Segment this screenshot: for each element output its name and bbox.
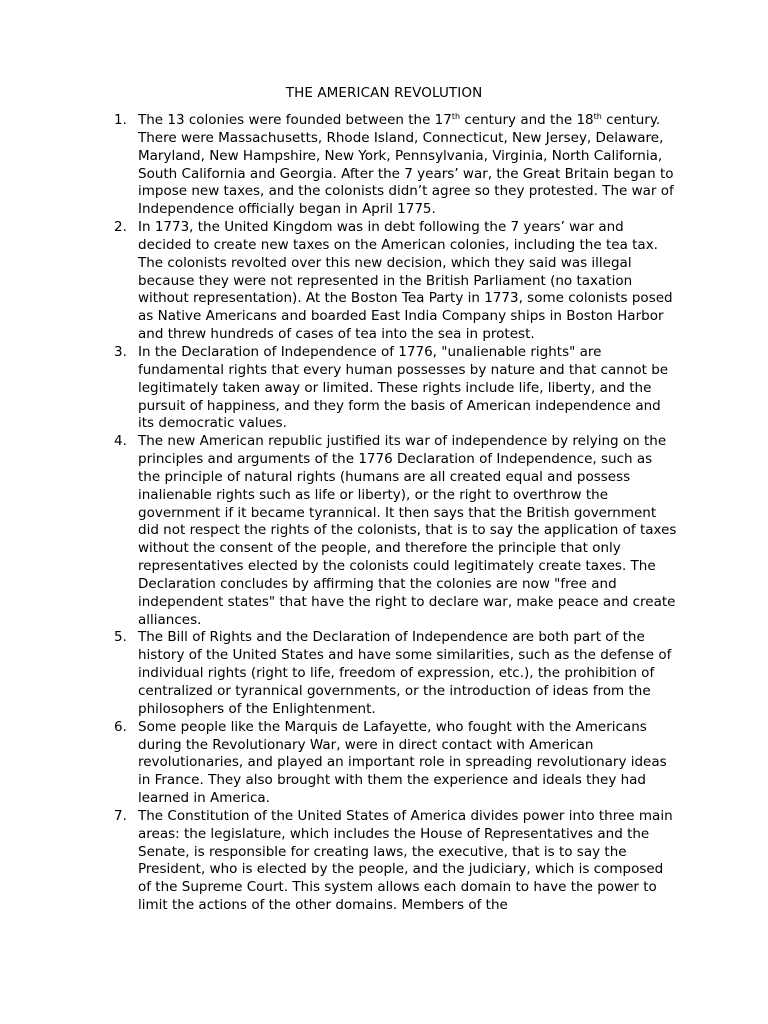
list-item-text: century. There were Massachusetts, Rhode Island, Connecticut, New Jersey, Delaware, Maryland, New Hampshire, New York, Pennsylvania, Virginia, North California, South California and Georgia. After the 7 years’ war, the Great Britain began to impose new taxes, and the colonists didn’t agree so they protested. The war of Independence officially began in April 1775. xyxy=(138,112,674,218)
list-item xyxy=(0,219,678,344)
list-item-text: In the Declaration of Independence of 1776, "unalienable rights" are fundamental rights that every human possesses by nature and that cannot be legitimately taken away or limited. These rights include life, liberty, and the pursuit of happiness, and they form the basis of American independence and its democratic values. xyxy=(138,343,669,432)
ordinal-suffix: th xyxy=(451,112,461,121)
numbered-list xyxy=(0,112,678,915)
list-item-number: 2. xyxy=(114,219,127,236)
list-item xyxy=(0,629,678,718)
list-item-number: 4. xyxy=(114,433,127,450)
list-item-text: In 1773, the United Kingdom was in debt following the 7 years’ war and decided to create new taxes on the American colonies, including the tea tax. The colonists revolted over this new decision, which they said was illegal because they were not represented in the British Parliament (no taxation without representation). At the Boston Tea Party in 1773, some colonists posed as Native Americans and boarded East India Company ships in Boston Harbor and threw hundreds of cases of tea into the sea in protest. xyxy=(138,219,673,343)
list-item-number: 7. xyxy=(114,807,127,824)
list-item-text: The Constitution of the United States of America divides power into three main areas: the legislature, which includes the House of Representatives and the Senate, is responsible for creating laws, the executive, that is to say the President, who is elected by the people, and the judiciary, which is composed of the Supreme Court. This system allows each domain to have the power to limit the actions of the other domains. Members of the xyxy=(138,807,673,914)
list-item-number: 1. xyxy=(114,112,127,128)
list-item xyxy=(0,433,678,629)
list-item xyxy=(0,112,678,219)
list-item-text: century and the 18 xyxy=(460,112,594,128)
document-title: THE AMERICAN REVOLUTION xyxy=(285,85,483,101)
list-item-number: 5. xyxy=(114,629,127,646)
list-item-text: The Bill of Rights and the Declaration of Independence are both part of the history of the United States and have some similarities, such as the defense of individual rights (right to life, freedom of expression, etc.), the prohibition of centralized or tyrannical governments, or the introduction of ideas from the philosophers of the Enlightenment. xyxy=(138,629,672,717)
list-item xyxy=(0,808,678,915)
list-item-text: The new American republic justified its war of independence by relying on the principles and arguments of the 1776 Declaration of Independence, such as the principle of natural rights (humans are all created equal and possess inalienable rights such as life or liberty), or the right to overthrow the government if it became tyrannical. It then says that the British government did not respect the rights of the colonists, that is to say the application of taxes without the consent of the people, and therefore the principle that only representatives elected by the colonists could legitimately create taxes. The Declaration concludes by affirming that the colonies are now "free and independent states" that have the right to declare war, make peace and create alliances. xyxy=(138,433,677,628)
list-item xyxy=(0,719,678,808)
list-item xyxy=(0,344,678,433)
list-item-number: 3. xyxy=(114,343,127,360)
list-item-text: Some people like the Marquis de Lafayette, who fought with the Americans during the Revolutionary War, were in direct contact with American revolutionaries, and played an important role in spreading revolutionary ideas in France. They also brought with them the experience and ideals they had learned in America. xyxy=(138,718,667,807)
list-item-text: The 13 colonies were founded between the 17 xyxy=(138,112,452,128)
list-item-number: 6. xyxy=(114,718,127,735)
ordinal-suffix: th xyxy=(593,112,602,121)
